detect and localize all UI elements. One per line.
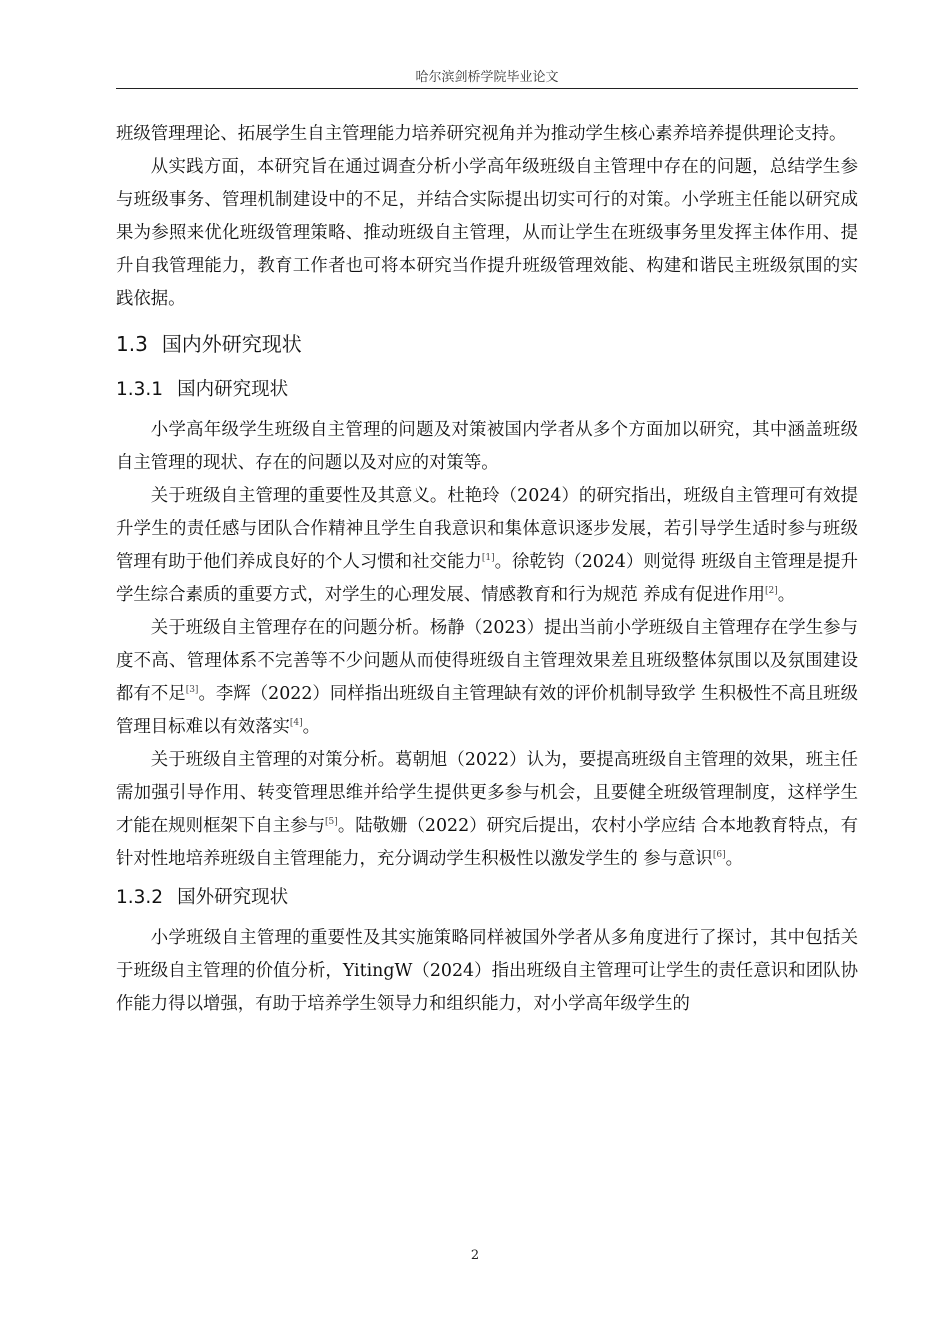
section-number: 1.3.1 (116, 379, 164, 400)
section-title: 国内研究现状 (177, 379, 289, 400)
citation-5[interactable]: [5] (325, 817, 338, 827)
paragraph-7: 小学班级自主管理的重要性及其实施策略同样被国外学者从多角度进行了探讨，其中包括关于班级自主管理的价值分析，YitingW（2024）指出班级自主管理可让学生的责任意识和团队协作能力得以增强，有助于培养学生领导力和组织能力，对小学高年级学生的 (116, 928, 858, 1014)
citation-1[interactable]: [1] (481, 553, 495, 563)
section-title: 国内外研究现状 (161, 332, 302, 356)
paragraph-text: 。李辉（2022）同样指出班级自主管理缺有效的评价机制导致学 生积极性不高且班级管理目标难以有效落实 (116, 684, 858, 737)
citation-4[interactable]: [4] (289, 718, 303, 728)
paragraph-text: 。陆敬姗（2022）研究后提出，农村小学应结 合本地教育特点，有针对性地培养班级自主管理能力，充分调动学生积极性以激发学生的 参与意识 (116, 816, 858, 869)
paragraph-6 (116, 744, 858, 876)
paragraph-text: 。 (777, 585, 796, 605)
citation-2[interactable]: [2] (765, 586, 778, 596)
section-number: 1.3.2 (116, 887, 164, 908)
section-heading-1-3-2 (116, 878, 858, 918)
section-heading-1-3 (116, 322, 858, 366)
paragraph-3: 小学高年级学生班级自主管理的问题及对策被国内学者从多个方面加以研究，其中涵盖班级自主管理的现状、存在的问题以及对应的对策等。 (116, 420, 858, 473)
paragraph-text: 关于班级自主管理存在的问题分析。杨静（2023）提出当前小学班级自主管理存在学生参与度不高、管理体系不完善等不少问题从而使得班级自主管理效果差且班级整体氛围以及氛围建设都有不足 (116, 618, 858, 704)
page-number: 2 (470, 1248, 480, 1263)
citation-3[interactable]: [3] (185, 685, 199, 695)
document-body (116, 118, 858, 1021)
paragraph-text: 。 (302, 717, 321, 737)
section-heading-1-3-1 (116, 370, 858, 410)
paragraph-text: 。 (725, 849, 743, 869)
page-header: 哈尔滨剑桥学院毕业论文 (415, 70, 559, 85)
header-rule (116, 88, 858, 89)
paragraph-2: 从实践方面，本研究旨在通过调查分析小学高年级班级自主管理中存在的问题，总结学生参与班级事务、管理机制建设中的不足，并结合实际提出切实可行的对策。小学班主任能以研究成果为参照来优化班级管理策略、推动班级自主管理，从而让学生在班级事务里发挥主体作用、提升自我管理能力，教育工作者也可将本研究当作提升班级管理效能、构建和谐民主班级氛围的实践依据。 (116, 157, 858, 309)
paragraph-1: 班级管理理论、拓展学生自主管理能力培养研究视角并为推动学生核心素养培养提供理论支持。 (116, 124, 847, 144)
paragraph-4 (116, 480, 858, 612)
paragraph-text: 关于班级自主管理的重要性及其意义。杜艳玲（2024）的研究指出，班级自主管理可有效提升学生的责任感与团队合作精神且学生自我意识和集体意识逐步发展，若引导学生适时参与班级管理有助于他们养成良好的个人习惯和社交能力 (116, 486, 858, 572)
section-number: 1.3 (116, 332, 148, 356)
paragraph-text: 。徐乾钧（2024）则觉得 班级自主管理是提升学生综合素质的重要方式，对学生的心理发展、情感教育和行为规范 养成有促进作用 (116, 552, 858, 605)
paragraph-5 (116, 612, 858, 744)
citation-6[interactable]: [6] (712, 850, 726, 860)
paragraph-text: 关于班级自主管理的对策分析。葛朝旭（2022）认为，要提高班级自主管理的效果，班主任需加强引导作用、转变管理思维并给学生提供更多参与机会，且要健全班级管理制度，这样学生才能在规则框架下自主参与 (116, 750, 858, 836)
section-title: 国外研究现状 (177, 887, 289, 908)
